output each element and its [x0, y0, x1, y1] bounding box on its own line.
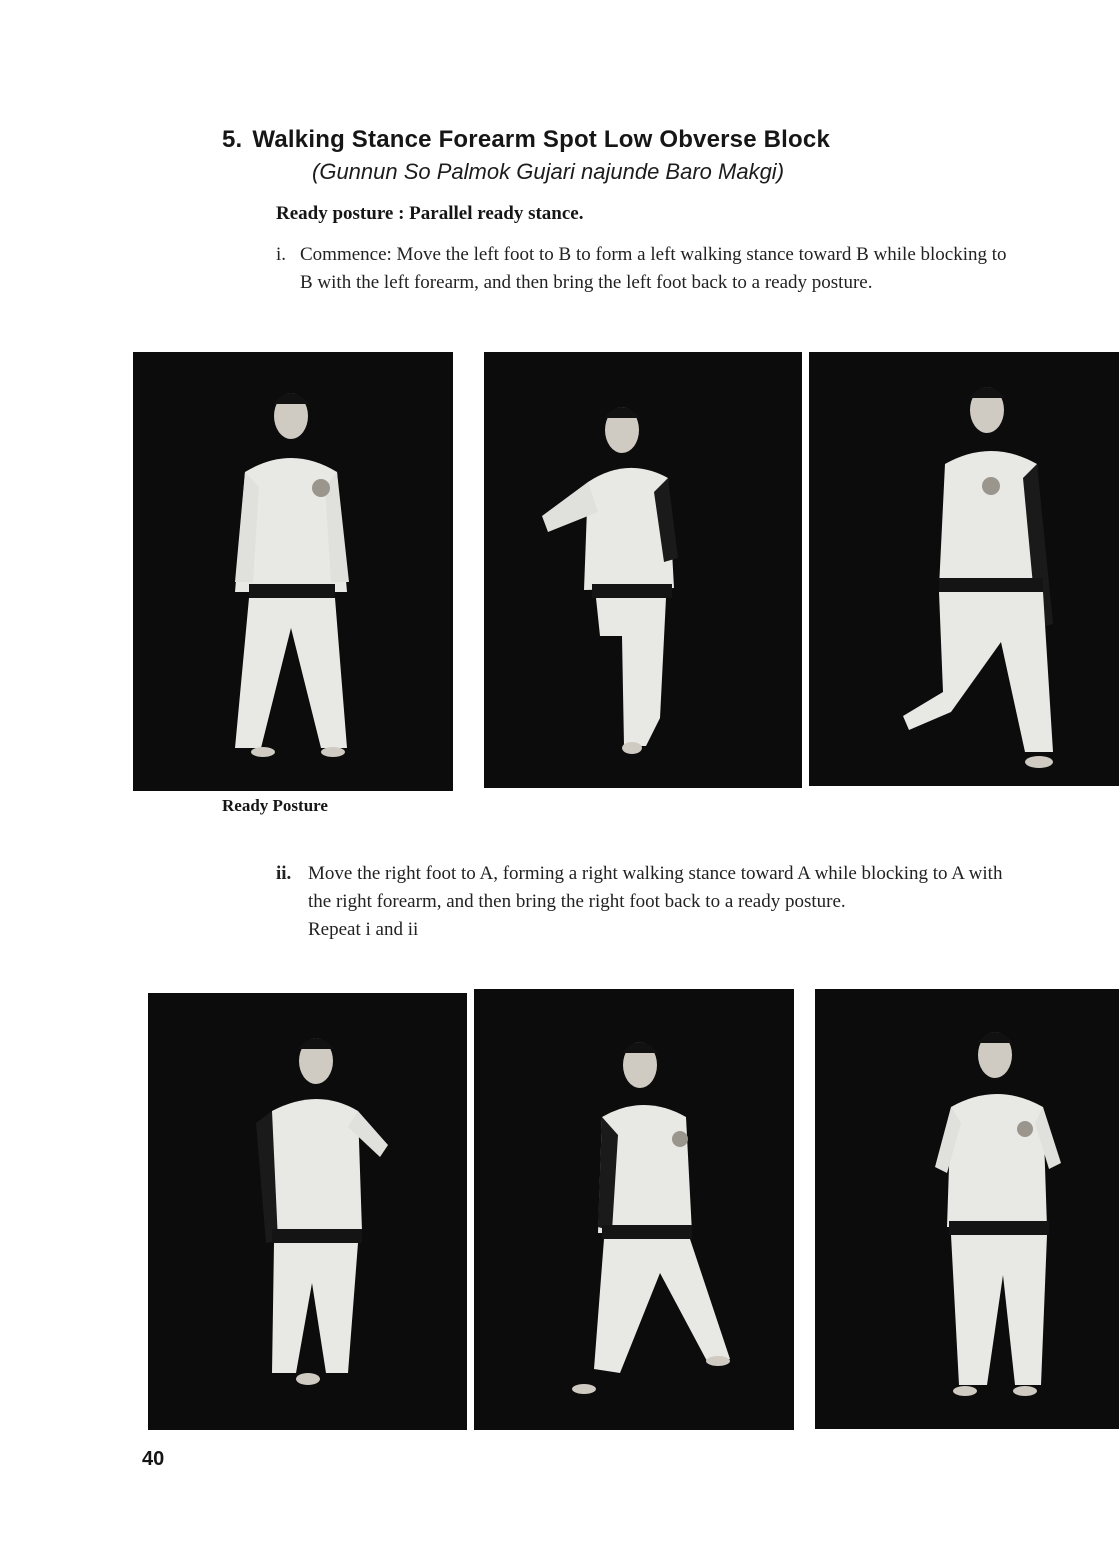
photo-step-i-return — [809, 352, 1119, 786]
photo-step-ii-block — [148, 993, 467, 1430]
step-text-body: Move the right foot to A, forming a right walking stance toward A while blocking to A with the right forearm, and then bring the right foot back to a ready posture. — [308, 863, 1003, 912]
step-text — [308, 860, 1016, 944]
repeat-note: Repeat i and ii — [308, 919, 419, 940]
photo-step-i-block — [484, 352, 802, 788]
figure-illustration — [815, 989, 1119, 1429]
figure-illustration — [809, 352, 1119, 786]
step-marker: ii. — [276, 863, 292, 884]
page-number: 40 — [142, 1448, 165, 1470]
ready-posture-line: Ready posture : Parallel ready stance. — [276, 203, 584, 224]
step-i — [276, 241, 1016, 297]
step-text: Commence: Move the left foot to B to form a left walking stance toward B while blocking to B with the left forearm, and then bring the left foot back to a ready posture. — [300, 244, 1007, 293]
section-title: Walking Stance Forearm Spot Low Obverse Block — [252, 126, 831, 153]
photo-ready-posture — [133, 352, 453, 791]
figure-illustration — [484, 352, 802, 788]
figure-illustration — [133, 352, 453, 791]
figure-illustration — [148, 993, 467, 1430]
section-number: 5. — [222, 126, 243, 153]
photo-caption: Ready Posture — [222, 796, 328, 815]
photo-step-ii-return — [815, 989, 1119, 1429]
section-subtitle: (Gunnun So Palmok Gujari najunde Baro Makgi) — [312, 159, 785, 184]
step-marker: i. — [276, 244, 287, 265]
figure-illustration — [474, 989, 794, 1430]
photo-step-ii-stance — [474, 989, 794, 1430]
section-heading — [222, 126, 830, 154]
step-ii — [276, 860, 1016, 944]
